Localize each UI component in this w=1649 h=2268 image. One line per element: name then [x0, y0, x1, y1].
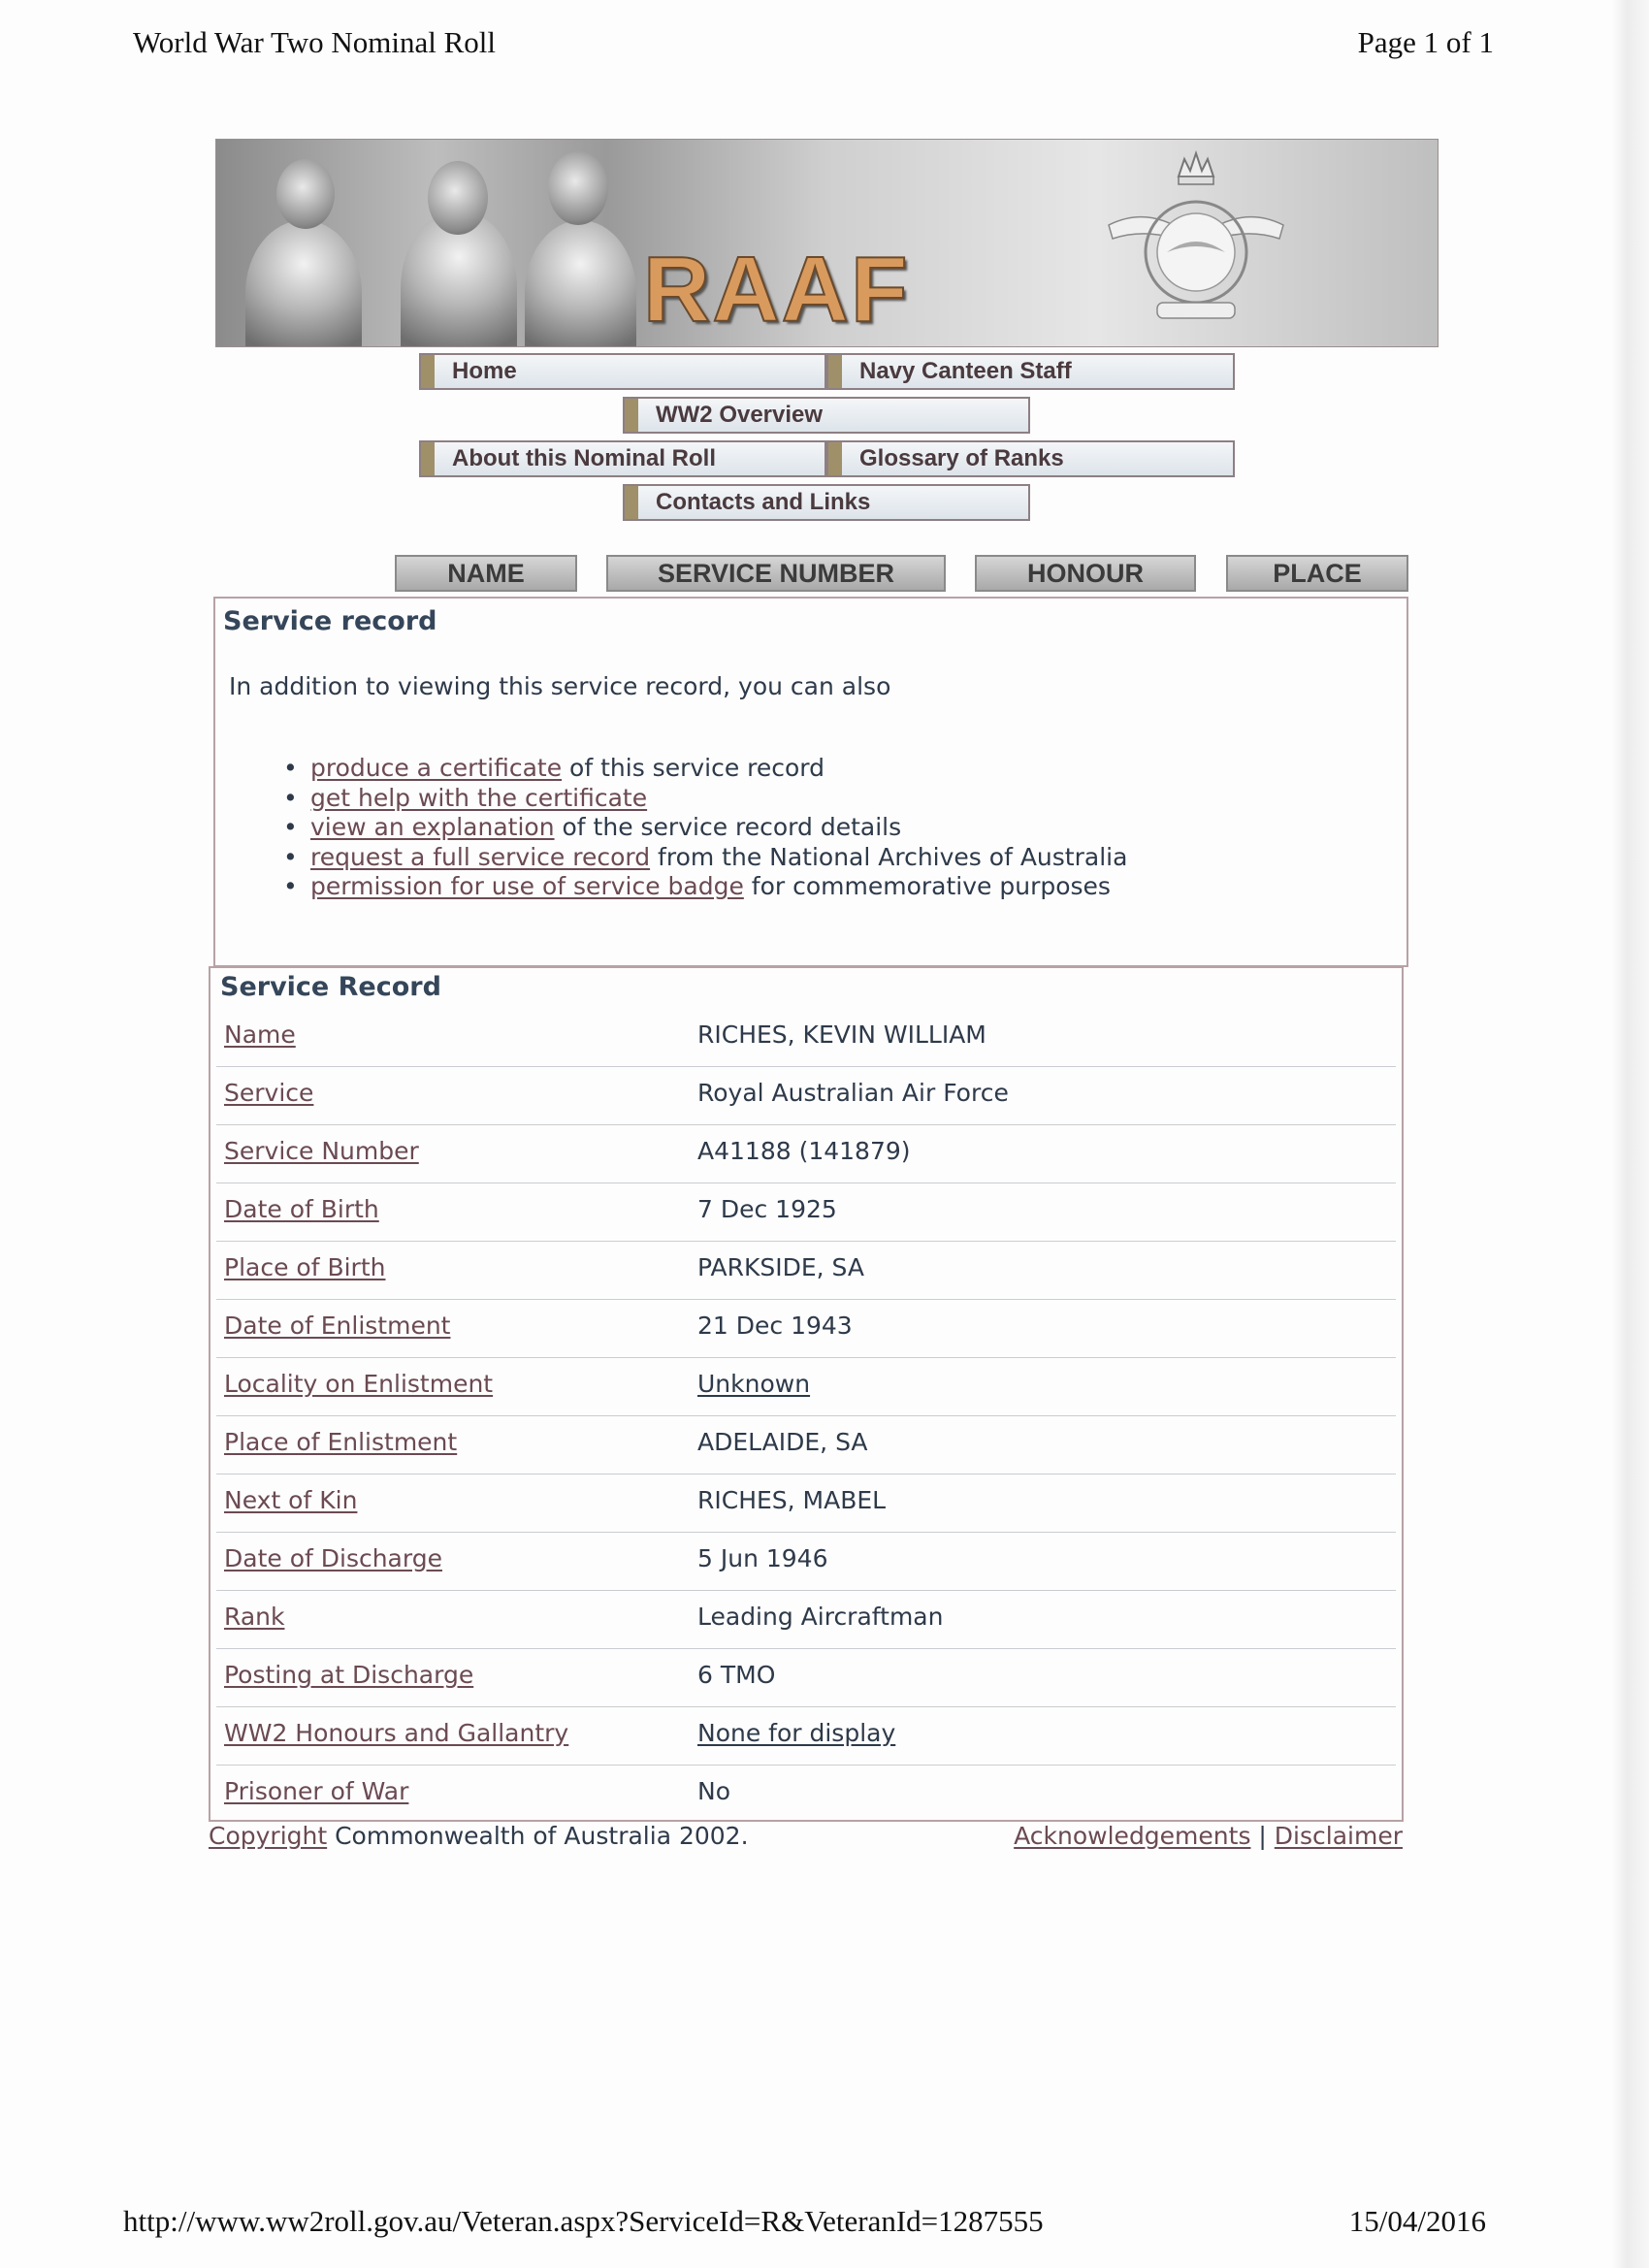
record-value: Royal Australian Air Force	[697, 1079, 1009, 1107]
record-label-link[interactable]: Prisoner of War	[224, 1777, 409, 1805]
scan-edge	[1612, 0, 1649, 2268]
options-list	[283, 754, 1127, 902]
nav-navy-canteen-staff[interactable]: Navy Canteen Staff	[826, 353, 1235, 390]
option-text: from the National Archives of Australia	[650, 842, 1128, 871]
record-label-link[interactable]: Date of Birth	[224, 1195, 379, 1223]
record-label-link[interactable]: Name	[224, 1021, 296, 1049]
record-value: 21 Dec 1943	[697, 1312, 853, 1340]
copyright-link[interactable]: Copyright	[209, 1822, 328, 1850]
record-value: ADELAIDE, SA	[697, 1428, 868, 1456]
record-row	[216, 1067, 1396, 1125]
record-value: Leading Aircraftman	[697, 1603, 944, 1631]
record-value-link[interactable]: None for display	[697, 1719, 896, 1747]
option-text: of the service record details	[554, 813, 902, 841]
record-label-link[interactable]: Service Number	[224, 1137, 419, 1165]
record-value: PARKSIDE, SA	[697, 1253, 864, 1281]
option-link[interactable]: get help with the certificate	[310, 783, 648, 812]
record-label-link[interactable]: Rank	[224, 1603, 285, 1631]
record-value-link[interactable]: Unknown	[697, 1370, 811, 1398]
search-tab-service-number[interactable]: SERVICE NUMBER	[606, 555, 946, 592]
record-value: 5 Jun 1946	[697, 1544, 828, 1572]
record-row	[216, 1358, 1396, 1416]
disclaimer-link[interactable]: Disclaimer	[1274, 1822, 1403, 1850]
footer-links	[1014, 1822, 1403, 1850]
print-footer-url: http://www.ww2roll.gov.au/Veteran.aspx?ServiceId=R&VeteranId=1287555	[123, 2204, 1044, 2238]
record-row	[216, 1707, 1396, 1766]
airman-figure	[525, 220, 636, 347]
option-item	[283, 784, 1127, 814]
option-link[interactable]: view an explanation	[310, 813, 555, 841]
record-label-link[interactable]: Locality on Enlistment	[224, 1370, 494, 1398]
record-heading: Service Record	[220, 972, 441, 1002]
record-label-link[interactable]: Date of Discharge	[224, 1544, 442, 1572]
option-link[interactable]: produce a certificate	[310, 754, 563, 782]
option-link[interactable]: permission for use of service badge	[310, 872, 744, 900]
record-label-link[interactable]: Date of Enlistment	[224, 1312, 451, 1340]
record-label-link[interactable]: Next of Kin	[224, 1486, 358, 1514]
record-value: 6 TMO	[697, 1661, 776, 1689]
option-item	[283, 843, 1127, 873]
option-text: of this service record	[562, 754, 825, 782]
record-row	[216, 1591, 1396, 1649]
footer-separator: |	[1250, 1822, 1275, 1850]
record-label-link[interactable]: Place of Birth	[224, 1253, 386, 1281]
record-value: 7 Dec 1925	[697, 1195, 837, 1223]
record-row	[216, 1300, 1396, 1358]
record-row	[216, 1242, 1396, 1300]
option-item	[283, 872, 1127, 902]
acknowledgements-link[interactable]: Acknowledgements	[1014, 1822, 1251, 1850]
record-label-link[interactable]: Service	[224, 1079, 314, 1107]
option-item	[283, 754, 1127, 784]
copyright-notice	[209, 1822, 749, 1850]
nav-ww2-overview[interactable]: WW2 Overview	[623, 397, 1030, 434]
option-text: for commemorative purposes	[743, 872, 1111, 900]
airman-head	[548, 151, 608, 225]
record-table	[216, 1009, 1396, 1823]
record-value: No	[697, 1777, 730, 1805]
option-item	[283, 813, 1127, 843]
option-link[interactable]: request a full service record	[310, 842, 651, 871]
record-label-link[interactable]: Place of Enlistment	[224, 1428, 458, 1456]
nav-about[interactable]: About this Nominal Roll	[419, 440, 826, 477]
print-footer-date: 15/04/2016	[1348, 2204, 1486, 2238]
record-value: A41188 (141879)	[697, 1137, 911, 1165]
service-record-options-panel	[213, 597, 1408, 967]
print-header-title: World War Two Nominal Roll	[133, 25, 496, 59]
record-row	[216, 1474, 1396, 1533]
record-label-link[interactable]: Posting at Discharge	[224, 1661, 474, 1689]
record-row	[216, 1009, 1396, 1067]
nav-contacts-and-links[interactable]: Contacts and Links	[623, 484, 1030, 521]
record-row	[216, 1766, 1396, 1823]
raaf-banner	[215, 139, 1439, 347]
record-row	[216, 1416, 1396, 1474]
search-tab-place[interactable]: PLACE	[1226, 555, 1408, 592]
options-intro: In addition to viewing this service record, you can also	[229, 672, 891, 700]
search-tab-honour[interactable]: HONOUR	[975, 555, 1196, 592]
record-row	[216, 1649, 1396, 1707]
record-row	[216, 1125, 1396, 1183]
print-header-page: Page 1 of 1	[1357, 25, 1494, 59]
service-record-panel	[209, 966, 1404, 1822]
record-value: RICHES, KEVIN WILLIAM	[697, 1021, 986, 1049]
airman-head	[428, 161, 488, 235]
airman-head	[276, 159, 335, 229]
airman-figure	[245, 220, 362, 347]
search-tab-name[interactable]: NAME	[395, 555, 577, 592]
record-row	[216, 1533, 1396, 1591]
nav-glossary-of-ranks[interactable]: Glossary of Ranks	[826, 440, 1235, 477]
record-value: RICHES, MABEL	[697, 1486, 887, 1514]
raaf-crest-icon	[1099, 147, 1293, 341]
copyright-text: Commonwealth of Australia 2002.	[327, 1822, 749, 1850]
record-row	[216, 1183, 1396, 1242]
record-label-link[interactable]: WW2 Honours and Gallantry	[224, 1719, 569, 1747]
options-heading: Service record	[223, 606, 437, 636]
nav-home[interactable]: Home	[419, 353, 826, 390]
banner-title: RAAF	[643, 238, 910, 341]
